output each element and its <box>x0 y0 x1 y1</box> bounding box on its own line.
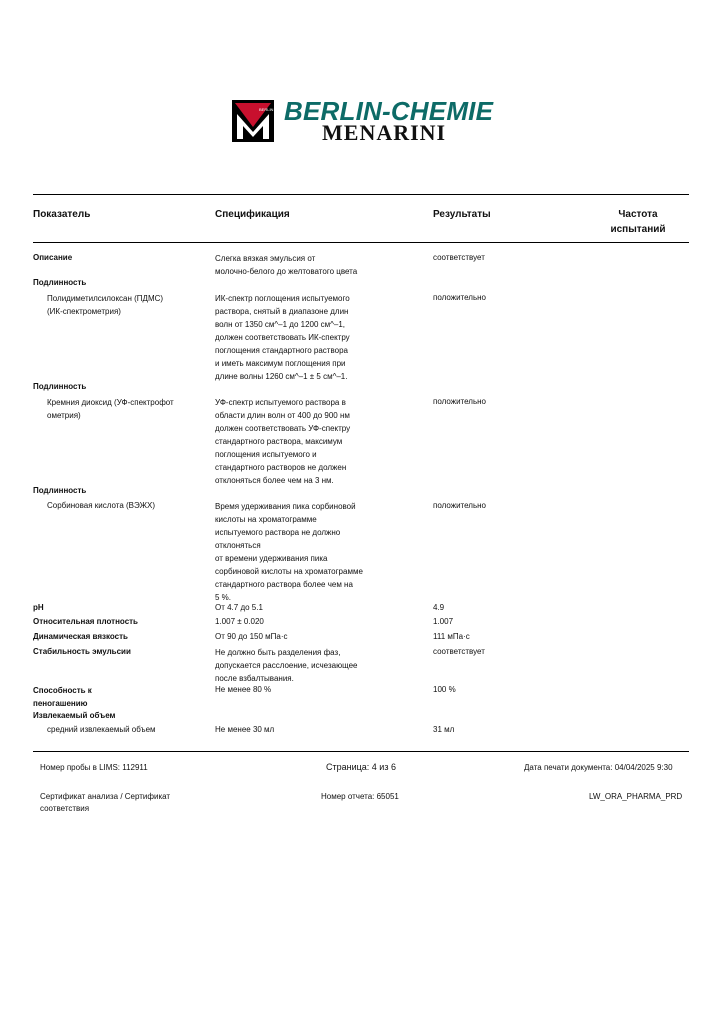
header-parameter: Показатель <box>33 209 91 220</box>
logo-text-berlin-chemie: BERLIN-CHEMIE <box>284 96 494 126</box>
footer-rule <box>33 751 689 752</box>
header-specification: Спецификация <box>215 209 290 220</box>
row-result: положительно <box>433 293 487 302</box>
header-frequency-line1: Частота <box>618 209 658 220</box>
row-parameter: Описание <box>33 253 73 262</box>
row-specification: УФ-спектр испытуемого раствора в области длин волн от 400 до 900 нм должен соответствовать УФ-спектру стандартного раствора, максимум поглощения испытуемого и стандартного растворов не должен отклоняться более чем на 3 нм. <box>215 398 351 485</box>
header-frequency-line2: испытаний <box>610 224 666 235</box>
row-parameter: Способность к пеногашению <box>33 686 92 708</box>
table-top-rule <box>33 194 689 195</box>
section-heading: Подлинность <box>33 278 87 287</box>
section-heading: Подлинность <box>33 382 87 391</box>
row-specification: Не менее 30 мл <box>215 725 275 734</box>
row-result: 31 мл <box>433 725 455 734</box>
row-parameter: Сорбиновая кислота (ВЭЖХ) <box>47 501 156 510</box>
row-result: 1.007 <box>433 617 454 626</box>
row-specification: Время удерживания пика сорбиновой кислоты на хроматограмме испытуемого раствора не должно отклоняться от времени удерживания пика сорбиновой кислоты на хроматограмме стандартного раствора более чем на 5 %. <box>215 502 363 602</box>
row-result: 4.9 <box>433 603 445 612</box>
row-result: положительно <box>433 501 487 510</box>
row-result: положительно <box>433 397 487 406</box>
row-parameter: Относительная плотность <box>33 617 138 626</box>
row-specification: От 90 до 150 мПа·с <box>215 632 288 641</box>
row-parameter: Динамическая вязкость <box>33 632 128 641</box>
row-specification: ИК-спектр поглощения испытуемого раствора, снятый в диапазоне длин волн от 1350 см^–1 до 1200 см^–1, должен соответствовать ИК-спектру поглощения стандартного раствора и иметь максимум поглощения при длине волны 1260 см^–1 ± 5 см^–1. <box>215 294 350 381</box>
row-specification: Слегка вязкая эмульсия от молочно-белого до желтоватого цвета <box>215 254 358 276</box>
row-parameter: pH <box>33 603 44 612</box>
page-number: Страница: 4 из 6 <box>326 762 396 772</box>
section-heading: Извлекаемый объем <box>33 711 116 720</box>
row-specification: От 4.7 до 5.1 <box>215 603 263 612</box>
document-code: LW_ORA_PHARMA_PRD <box>589 792 683 801</box>
row-result: соответствует <box>433 253 485 262</box>
logo-mark-text: BERLIN <box>259 107 274 112</box>
row-specification: 1.007 ± 0.020 <box>215 617 264 626</box>
row-parameter: Кремния диоксид (УФ-спектрофот ометрия) <box>47 398 174 420</box>
row-result: 100 % <box>433 685 456 694</box>
menarini-logo-icon <box>232 100 274 142</box>
row-specification: Не менее 80 % <box>215 685 272 694</box>
report-number: Номер отчета: 65051 <box>321 792 399 801</box>
section-heading: Подлинность <box>33 486 87 495</box>
header-frequency <box>570 207 706 237</box>
header-results: Результаты <box>433 209 491 220</box>
row-specification: Не должно быть разделения фаз, допускается расслоение, исчезающее после взбалтывания. <box>215 648 358 683</box>
print-date: Дата печати документа: 04/04/2025 9:30 <box>524 763 673 772</box>
row-parameter: Полидиметилсилоксан (ПДМС) (ИК-спектрометрия) <box>47 294 164 316</box>
company-logo <box>232 98 492 146</box>
logo-text-menarini: MENARINI <box>322 120 447 145</box>
row-result: соответствует <box>433 647 485 656</box>
row-result: 111 мПа·с <box>433 632 470 641</box>
table-header-rule <box>33 242 689 243</box>
row-parameter: средний извлекаемый объем <box>47 725 156 734</box>
certificate-title: Сертификат анализа / Сертификат соответствия <box>40 792 171 813</box>
row-parameter: Стабильность эмульсии <box>33 647 131 656</box>
lims-number: Номер пробы в LIMS: 112911 <box>40 763 148 772</box>
